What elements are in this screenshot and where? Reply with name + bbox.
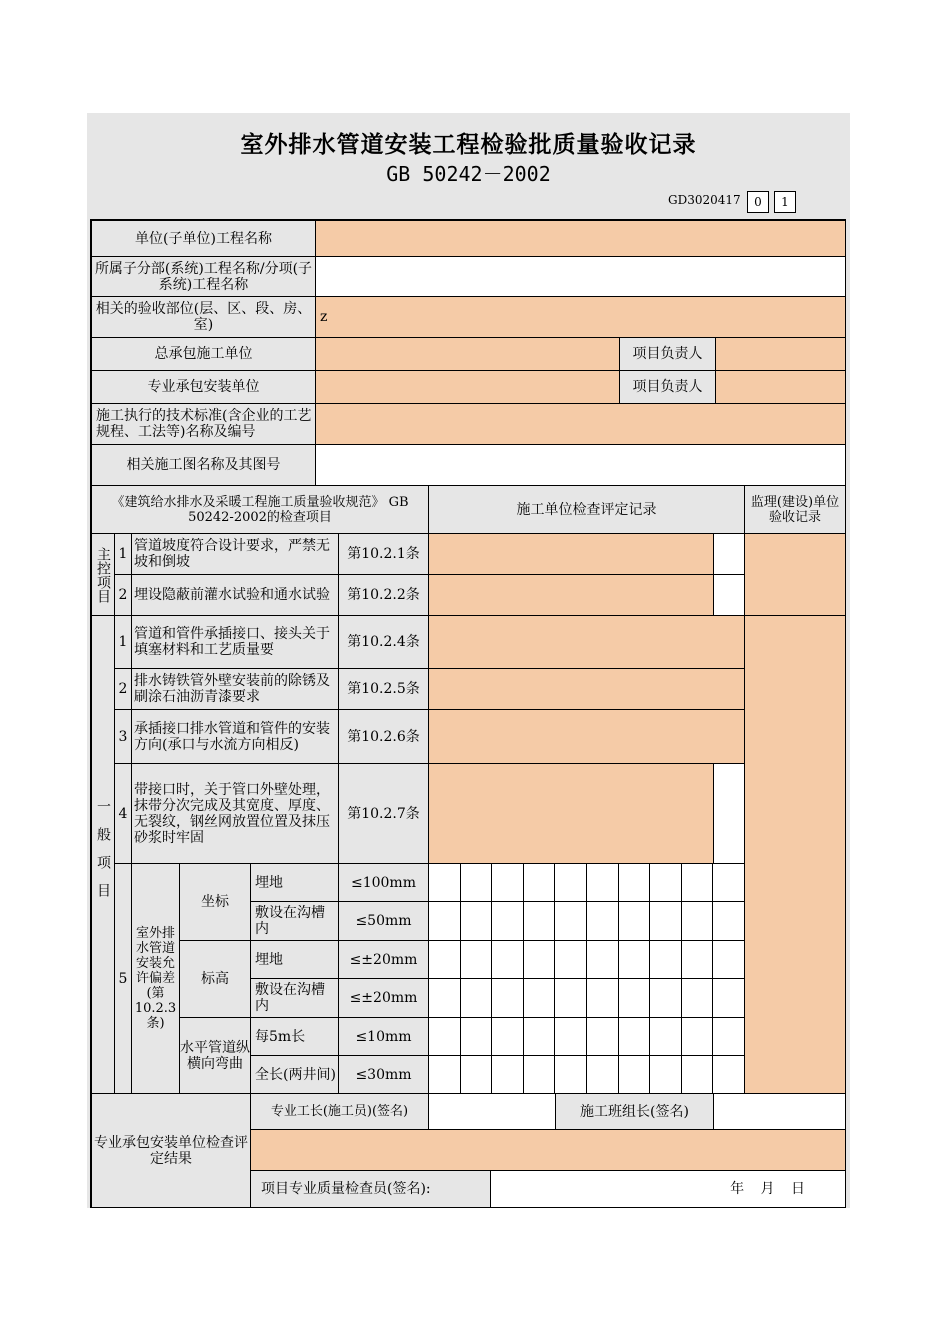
measurement-cell[interactable] bbox=[713, 1018, 745, 1056]
general-item-desc: 带接口时，关于管口外壁处理，抹带分次完成及其宽度、厚度、无裂纹，钢丝网放置位置及抹压砂浆时牢固 bbox=[132, 764, 339, 864]
main-item-mark[interactable] bbox=[714, 534, 745, 575]
measurement-cell[interactable] bbox=[650, 902, 682, 941]
general-item-desc: 排水铸铁管外壁安装前的除锈及刷涂石油沥青漆要求 bbox=[132, 669, 339, 710]
deviation-no: 5 bbox=[115, 864, 132, 1094]
measurement-cell[interactable] bbox=[524, 902, 556, 941]
measurement-cell[interactable] bbox=[587, 1018, 619, 1056]
deviation-tolerance: ≤±20mm bbox=[339, 941, 429, 979]
deviation-tolerance: ≤±20mm bbox=[339, 979, 429, 1018]
team-leader-label: 施工班组长(签名) bbox=[556, 1094, 714, 1130]
deviation-tolerance: ≤30mm bbox=[339, 1056, 429, 1094]
measurement-cell[interactable] bbox=[713, 979, 745, 1018]
measurement-cell[interactable] bbox=[429, 902, 461, 941]
deviation-condition: 敷设在沟槽内 bbox=[251, 902, 339, 941]
deviation-condition: 全长(两井间) bbox=[251, 1056, 339, 1094]
measurement-cell[interactable] bbox=[555, 902, 587, 941]
measurement-cell[interactable] bbox=[650, 864, 682, 902]
standard-code: GB 50242－2002 bbox=[386, 162, 551, 186]
measurement-cell[interactable] bbox=[682, 1018, 714, 1056]
measurement-cell[interactable] bbox=[713, 864, 745, 902]
measurement-cell[interactable] bbox=[555, 864, 587, 902]
general-label: 一般项目 bbox=[92, 616, 115, 1094]
supervision-record-header: 监理(建设)单位验收记录 bbox=[745, 486, 846, 534]
measurement-cell[interactable] bbox=[461, 979, 493, 1018]
project-manager-label-2: 项目负责人 bbox=[620, 371, 716, 404]
measurement-cell[interactable] bbox=[619, 1018, 651, 1056]
main-item-record[interactable] bbox=[429, 575, 714, 616]
measurement-cell[interactable] bbox=[619, 941, 651, 979]
measurement-cell[interactable] bbox=[492, 979, 524, 1018]
deviation-condition: 埋地 bbox=[251, 941, 339, 979]
deviation-group-name: 水平管道纵横向弯曲 bbox=[180, 1018, 251, 1094]
general-item-no: 1 bbox=[115, 616, 132, 669]
spec-header: 《建筑给水排水及采暖工程施工质量验收规范》 GB 50242-2002的检查项目 bbox=[92, 486, 429, 534]
main-item-no: 2 bbox=[115, 575, 132, 616]
measurement-cell[interactable] bbox=[492, 864, 524, 902]
measurement-cell[interactable] bbox=[587, 1056, 619, 1094]
general-item-mark[interactable] bbox=[714, 764, 745, 864]
measurement-cell[interactable] bbox=[429, 1018, 461, 1056]
form-code: GD3020417 bbox=[668, 193, 741, 207]
main-item-clause: 第10.2.1条 bbox=[339, 534, 429, 575]
measurement-cell[interactable] bbox=[650, 979, 682, 1018]
measurement-cell[interactable] bbox=[682, 1056, 714, 1094]
general-item-clause: 第10.2.6条 bbox=[339, 710, 429, 764]
measurement-cell[interactable] bbox=[619, 864, 651, 902]
general-item-clause: 第10.2.4条 bbox=[339, 616, 429, 669]
measurement-cell[interactable] bbox=[555, 979, 587, 1018]
general-item-no: 3 bbox=[115, 710, 132, 764]
measurement-cell[interactable] bbox=[619, 1056, 651, 1094]
measurement-cell[interactable] bbox=[524, 979, 556, 1018]
general-item-clause: 第10.2.7条 bbox=[339, 764, 429, 864]
inspector-date[interactable]: 年 月 日 bbox=[491, 1171, 846, 1208]
measurement-cell[interactable] bbox=[429, 864, 461, 902]
general-item-no: 4 bbox=[115, 764, 132, 864]
team-leader-signature[interactable] bbox=[714, 1094, 846, 1130]
deviation-tolerance: ≤50mm bbox=[339, 902, 429, 941]
tech-standard-label: 施工执行的技术标准(含企业的工艺规程、工法等)名称及编号 bbox=[92, 404, 316, 445]
measurement-cell[interactable] bbox=[682, 979, 714, 1018]
foreman-signature[interactable] bbox=[429, 1094, 556, 1130]
measurement-cell[interactable] bbox=[524, 1056, 556, 1094]
main-item-desc: 管道坡度符合设计要求，严禁无坡和倒坡 bbox=[132, 534, 339, 575]
main-item-record[interactable] bbox=[429, 534, 714, 575]
measurement-cell[interactable] bbox=[429, 941, 461, 979]
measurement-cell[interactable] bbox=[492, 1056, 524, 1094]
measurement-cell[interactable] bbox=[713, 1056, 745, 1094]
measurement-cell[interactable] bbox=[555, 1018, 587, 1056]
result-input[interactable] bbox=[251, 1130, 846, 1171]
measurement-cell[interactable] bbox=[492, 941, 524, 979]
measurement-cell[interactable] bbox=[713, 941, 745, 979]
general-item-record[interactable] bbox=[429, 669, 745, 710]
general-item-record[interactable] bbox=[429, 764, 714, 864]
main-supervision-cell[interactable] bbox=[745, 534, 846, 616]
drawing-input[interactable] bbox=[316, 445, 846, 486]
deviation-group-name: 标高 bbox=[180, 941, 251, 1018]
inspector-label: 项目专业质量检查员(签名): bbox=[251, 1171, 491, 1208]
form-code-box-2[interactable]: 1 bbox=[774, 191, 796, 213]
measurement-cell[interactable] bbox=[587, 902, 619, 941]
unit-project-label: 单位(子单位)工程名称 bbox=[92, 221, 316, 257]
deviation-tolerance: ≤100mm bbox=[339, 864, 429, 902]
measurement-cell[interactable] bbox=[619, 902, 651, 941]
project-manager-label-1: 项目负责人 bbox=[620, 338, 716, 371]
measurement-cell[interactable] bbox=[555, 941, 587, 979]
measurement-cell[interactable] bbox=[682, 864, 714, 902]
general-item-record[interactable] bbox=[429, 710, 745, 764]
measurement-cell[interactable] bbox=[682, 902, 714, 941]
measurement-cell[interactable] bbox=[524, 1018, 556, 1056]
main-control-label: 主控项目 bbox=[92, 534, 115, 616]
measurement-cell[interactable] bbox=[555, 1056, 587, 1094]
general-item-clause: 第10.2.5条 bbox=[339, 669, 429, 710]
general-item-desc: 管道和管件承插接口、接头关于填塞材料和工艺质量要 bbox=[132, 616, 339, 669]
main-item-mark[interactable] bbox=[714, 575, 745, 616]
general-item-record[interactable] bbox=[429, 616, 745, 669]
main-item-clause: 第10.2.2条 bbox=[339, 575, 429, 616]
measurement-cell[interactable] bbox=[713, 902, 745, 941]
deviation-group-name: 坐标 bbox=[180, 864, 251, 941]
main-item-desc: 埋设隐蔽前灌水试验和通水试验 bbox=[132, 575, 339, 616]
measurement-cell[interactable] bbox=[650, 1018, 682, 1056]
measurement-cell[interactable] bbox=[461, 902, 493, 941]
measurement-cell[interactable] bbox=[682, 941, 714, 979]
measurement-cell[interactable] bbox=[461, 1018, 493, 1056]
deviation-tolerance: ≤10mm bbox=[339, 1018, 429, 1056]
main-item-no: 1 bbox=[115, 534, 132, 575]
general-item-no: 2 bbox=[115, 669, 132, 710]
project-manager-input-1[interactable] bbox=[716, 338, 846, 371]
acceptance-part-input[interactable]: z bbox=[316, 297, 846, 338]
drawing-label: 相关施工图名称及其图号 bbox=[92, 445, 316, 486]
specialty-contractor-label: 专业承包安装单位 bbox=[92, 371, 316, 404]
general-contractor-input[interactable] bbox=[316, 338, 620, 371]
form-code-box-1[interactable]: 0 bbox=[747, 191, 769, 213]
deviation-condition: 敷设在沟槽内 bbox=[251, 979, 339, 1018]
acceptance-part-label: 相关的验收部位(层、区、段、房、室) bbox=[92, 297, 316, 338]
measurement-cell[interactable] bbox=[461, 1056, 493, 1094]
project-manager-input-2[interactable] bbox=[716, 371, 846, 404]
specialty-contractor-input[interactable] bbox=[316, 371, 620, 404]
deviation-condition: 每5m长 bbox=[251, 1018, 339, 1056]
unit-project-input[interactable] bbox=[316, 221, 846, 257]
measurement-cell[interactable] bbox=[650, 941, 682, 979]
measurement-cell[interactable] bbox=[461, 941, 493, 979]
general-supervision-cell[interactable] bbox=[745, 616, 846, 1094]
measurement-cell[interactable] bbox=[587, 979, 619, 1018]
construction-record-header: 施工单位检查评定记录 bbox=[429, 486, 745, 534]
deviation-title: 室外排水管道安装允许偏差 (第10.2.3条) bbox=[132, 864, 180, 1094]
measurement-cell[interactable] bbox=[461, 864, 493, 902]
page-title: 室外排水管道安装工程检验批质量验收记录 bbox=[240, 132, 697, 158]
deviation-condition: 埋地 bbox=[251, 864, 339, 902]
measurement-cell[interactable] bbox=[429, 1056, 461, 1094]
measurement-cell[interactable] bbox=[492, 1018, 524, 1056]
measurement-cell[interactable] bbox=[524, 864, 556, 902]
measurement-cell[interactable] bbox=[492, 902, 524, 941]
foreman-label: 专业工长(施工员)(签名) bbox=[251, 1094, 429, 1130]
general-contractor-label: 总承包施工单位 bbox=[92, 338, 316, 371]
sub-division-input[interactable] bbox=[316, 257, 846, 297]
measurement-cell[interactable] bbox=[587, 941, 619, 979]
measurement-cell[interactable] bbox=[619, 979, 651, 1018]
result-label: 专业承包安装单位检查评定结果 bbox=[92, 1094, 251, 1208]
sub-division-label: 所属子分部(系统)工程名称/分项(子系统)工程名称 bbox=[92, 257, 316, 297]
measurement-cell[interactable] bbox=[524, 941, 556, 979]
general-item-desc: 承插接口排水管道和管件的安装方向(承口与水流方向相反) bbox=[132, 710, 339, 764]
tech-standard-input[interactable] bbox=[316, 404, 846, 445]
measurement-cell[interactable] bbox=[429, 979, 461, 1018]
measurement-cell[interactable] bbox=[650, 1056, 682, 1094]
measurement-cell[interactable] bbox=[587, 864, 619, 902]
